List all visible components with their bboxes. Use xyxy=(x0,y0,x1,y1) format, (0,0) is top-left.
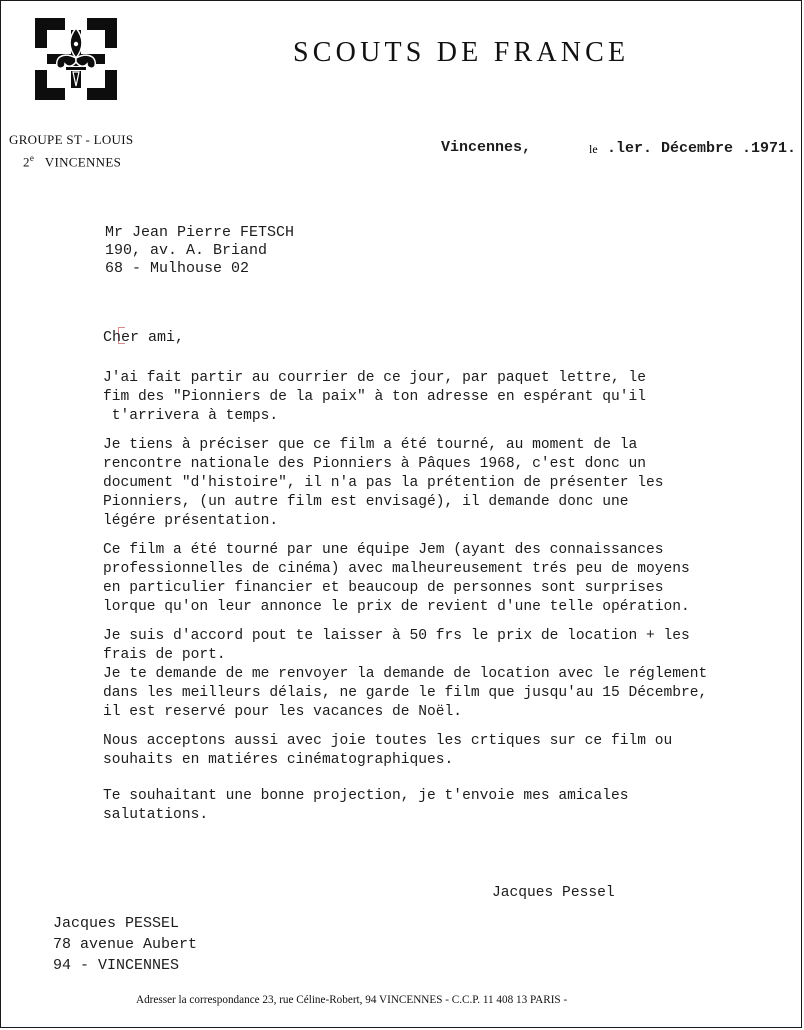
recipient-street: 190, av. A. Briand xyxy=(105,242,268,259)
group-city xyxy=(23,153,121,170)
sender-address xyxy=(53,913,197,976)
date-place: Vincennes, xyxy=(441,139,532,156)
recipient-city: 68 - Mulhouse 02 xyxy=(105,260,250,277)
sender-city: 94 - VINCENNES xyxy=(53,957,180,974)
group-number-suffix: e xyxy=(29,153,35,163)
group-city-name: VINCENNES xyxy=(44,154,122,170)
paragraph-1: J'ai fait partir au courrier de ce jour, par paquet lettre, le fim des "Pionniers de la paix" à ton adresse en espérant qu'il t'arrivera à temps. xyxy=(103,370,646,424)
salutation: Cher ami, xyxy=(103,329,185,346)
letter-date: .ler. Décembre .1971. xyxy=(607,140,797,157)
date-prefix: le xyxy=(589,142,598,156)
recipient-address xyxy=(105,224,294,278)
group-number: 2 xyxy=(23,154,30,170)
paragraph-4: Je suis d'accord pout te laisser à 50 frs le prix de location + les frais de port. Je te demande de me renvoyer la demande de location avec le réglement dans les meilleurs délais, ne garde le film que jusqu'au 15 Décembre, il est reservé pour les vacances de Noël. xyxy=(103,628,708,720)
paragraph-5: Nous acceptons aussi avec joie toutes les crtiques sur ce film ou souhaits en matiéres cinématographiques. xyxy=(103,733,673,768)
paragraph-6: Te souhaitant une bonne projection, je t'envoie mes amicales salutations. xyxy=(103,788,629,823)
group-name: GROUPE ST - LOUIS xyxy=(9,132,134,147)
letter-body xyxy=(103,369,803,825)
paragraph-3: Ce film a été tourné par une équipe Jem (ayant des connaissances professionnelles de cinéma) avec malheureusement trés peu de moyens en particulier financier et beaucoup de personnes sont surprises lorque qu'on leur annonce le prix de revient d'une telle opération. xyxy=(103,542,690,615)
footer-correspondence-address: Adresser la correspondance 23, rue Céline-Robert, 94 VINCENNES - C.C.P. 11 408 13 PARIS - xyxy=(136,994,568,1006)
signature-name: Jacques Pessel xyxy=(492,885,615,901)
sender-street: 78 avenue Aubert xyxy=(53,936,198,953)
recipient-name: Mr Jean Pierre FETSCH xyxy=(105,224,295,241)
scout-fleur-de-lis-cross-logo xyxy=(35,18,117,100)
sender-name: Jacques PESSEL xyxy=(53,915,180,932)
organization-title: SCOUTS DE FRANCE xyxy=(293,37,630,68)
paragraph-2: Je tiens à préciser que ce film a été tourné, au moment de la rencontre nationale des Pionniers à Pâques 1968, c'est donc un document "d'histoire", il n'a pas la prétention de présenter les Pionniers, (un autre film est envisagé), il demande donc une légére présentation. xyxy=(103,437,664,529)
